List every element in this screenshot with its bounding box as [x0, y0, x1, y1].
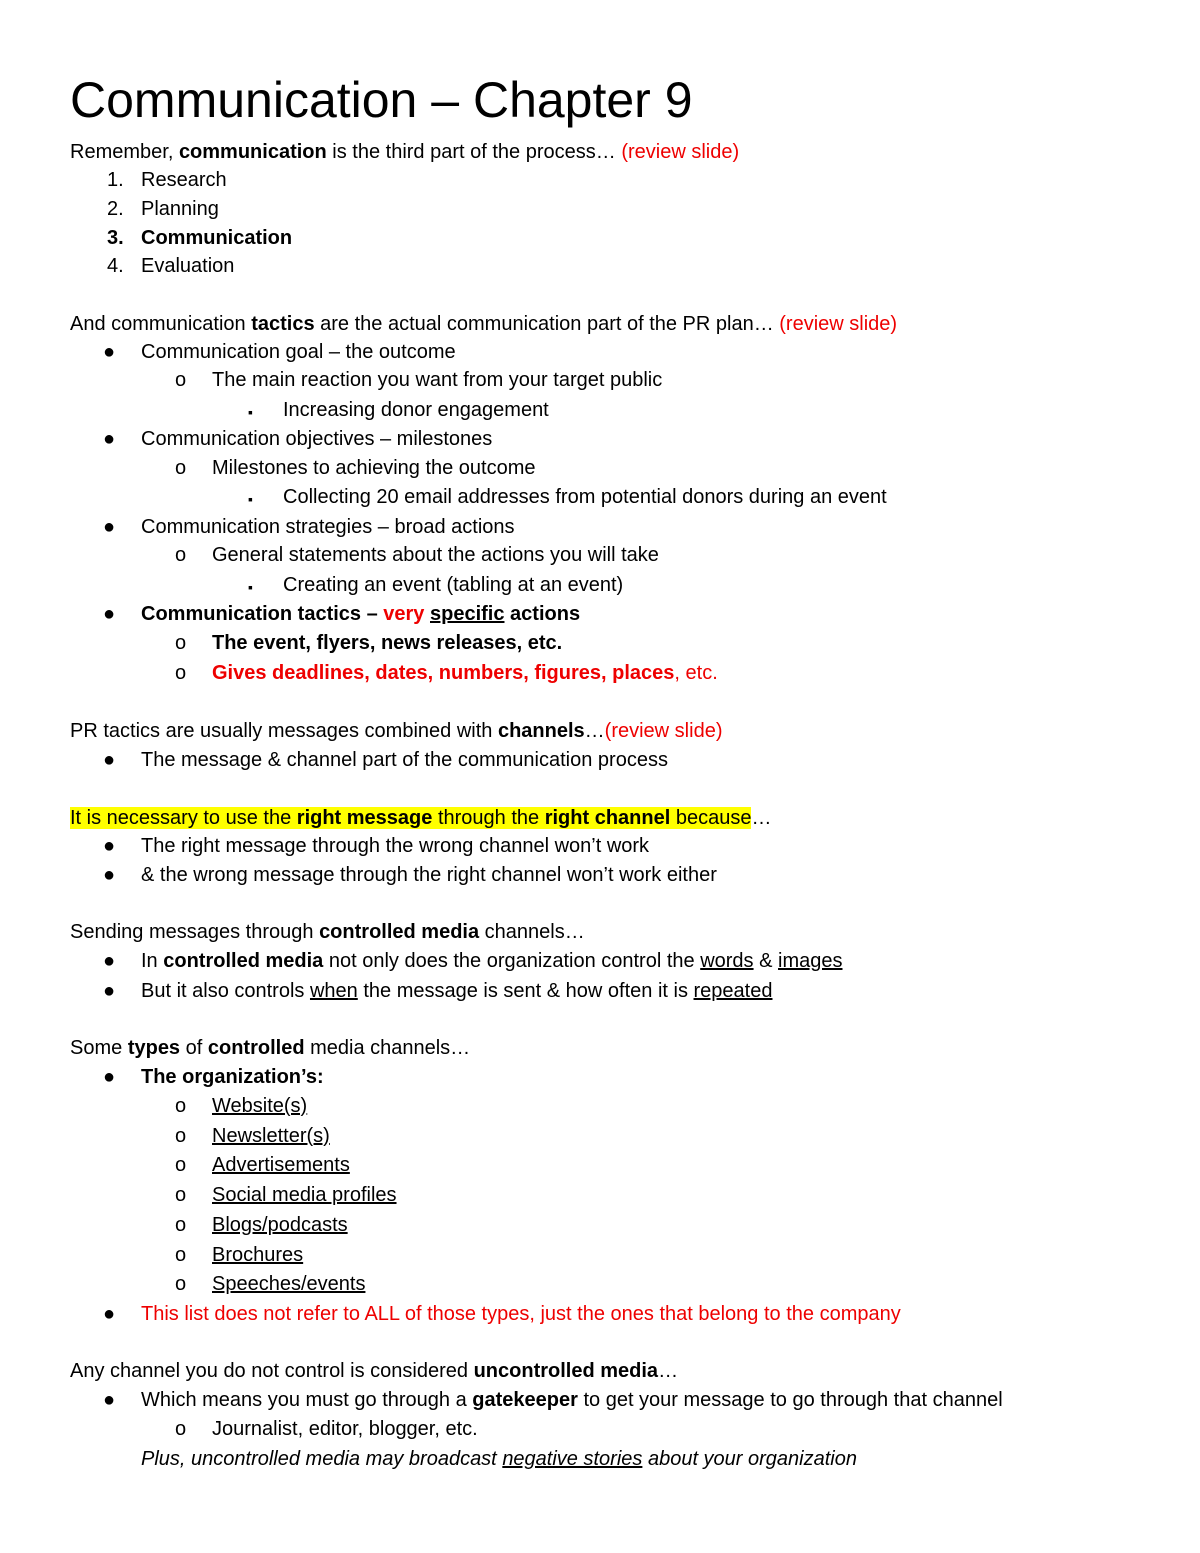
- necessary-bold: right channel: [544, 807, 671, 829]
- objectives-example: Collecting 20 email addresses from potential donors during an event: [283, 486, 887, 508]
- pr-tactics-ellipsis: …: [584, 720, 605, 742]
- controlled-underlined: images: [778, 950, 843, 972]
- uncontrolled-bullet-text: Which means you must go through a: [141, 1389, 473, 1411]
- italic-note-underlined: negative stories: [502, 1448, 643, 1470]
- list-item: [103, 947, 843, 975]
- list-item: [175, 454, 536, 482]
- list-item: [175, 1211, 348, 1239]
- pr-tactics-bold: channels: [497, 720, 585, 742]
- tactics-intro-bold: tactics: [251, 313, 315, 335]
- square-bullet-icon: ▪: [248, 491, 253, 507]
- list-number: 2.: [107, 198, 124, 220]
- uncontrolled-bullet-bold: gatekeeper: [472, 1389, 578, 1411]
- org-label: The organization’s:: [141, 1066, 324, 1088]
- necessary-text: through the: [432, 807, 545, 829]
- list-item: [103, 1063, 324, 1091]
- tactics-label: Communication tactics –: [141, 603, 384, 625]
- intro-line: [70, 138, 739, 166]
- intro-bold: communication: [178, 141, 327, 163]
- channel-type: Social media profiles: [212, 1184, 397, 1206]
- tactics-label-red: very: [383, 603, 430, 625]
- list-item: [175, 629, 563, 657]
- channel-type: Brochures: [212, 1244, 304, 1266]
- necessary-line: [70, 804, 771, 832]
- tactics-sub-red: Gives deadlines, dates, numbers, figures, places: [212, 662, 675, 684]
- list-item: [248, 571, 624, 599]
- controlled-underlined: repeated: [693, 980, 773, 1002]
- circle-bullet-icon: o: [175, 1154, 187, 1176]
- italic-note-text: about your organization: [642, 1448, 857, 1470]
- necessary-text: It is necessary to use the: [70, 807, 297, 829]
- bullet-icon: ●: [103, 603, 116, 625]
- bullet-icon: ●: [103, 1303, 116, 1325]
- pr-tactics-bullet: The message & channel part of the communication process: [141, 749, 668, 771]
- channel-type: Website(s): [212, 1095, 308, 1117]
- channel-type: Advertisements: [212, 1154, 350, 1176]
- intro-text-post: is the third part of the process…: [326, 141, 622, 163]
- uncontrolled-line: [70, 1357, 678, 1385]
- bullet-icon: ●: [103, 341, 116, 363]
- list-item: [103, 1386, 1003, 1414]
- tactics-intro-line: [70, 310, 897, 338]
- goal-sub: The main reaction you want from your target public: [212, 369, 663, 391]
- list-item: [175, 1181, 397, 1209]
- list-item: [103, 1300, 901, 1328]
- strategies-sub: General statements about the actions you will take: [212, 544, 659, 566]
- bullet-icon: ●: [103, 516, 116, 538]
- bullet-icon: ●: [103, 1066, 116, 1088]
- list-item: [175, 659, 718, 687]
- uncontrolled-sub: Journalist, editor, blogger, etc.: [212, 1418, 478, 1440]
- italic-note-text: Plus, uncontrolled media may broadcast: [141, 1448, 503, 1470]
- list-item: [175, 1415, 478, 1443]
- list-item: [175, 1270, 366, 1298]
- list-item: [175, 1122, 330, 1150]
- list-item: [175, 1151, 350, 1179]
- controlled-bold: controlled media: [319, 921, 480, 943]
- circle-bullet-icon: o: [175, 369, 187, 391]
- bullet-icon: ●: [103, 864, 116, 886]
- types-note: This list does not refer to ALL of those types, just the ones that belong to the company: [141, 1303, 901, 1325]
- review-slide-note: (review slide): [621, 141, 740, 163]
- types-line: [70, 1034, 470, 1062]
- tactics-sub: The event, flyers, news releases, etc.: [212, 632, 563, 654]
- necessary-ellipsis: …: [751, 807, 772, 829]
- process-step: [107, 195, 219, 223]
- list-item: [103, 861, 717, 889]
- pr-tactics-line: [70, 717, 722, 745]
- necessary-bullet: The right message through the wrong channel won’t work: [141, 835, 650, 857]
- circle-bullet-icon: o: [175, 632, 187, 654]
- process-step-label: Evaluation: [141, 255, 235, 277]
- channel-type: Blogs/podcasts: [212, 1214, 348, 1236]
- goal-example: Increasing donor engagement: [283, 399, 549, 421]
- list-item: [103, 600, 581, 628]
- process-step: [107, 166, 227, 194]
- intro-text: Remember,: [70, 141, 179, 163]
- list-item: [103, 977, 773, 1005]
- controlled-bullet-text: not only does the organization control the: [323, 950, 701, 972]
- circle-bullet-icon: o: [175, 1125, 187, 1147]
- bullet-icon: ●: [103, 980, 116, 1002]
- controlled-bullet-text: &: [753, 950, 779, 972]
- circle-bullet-icon: o: [175, 1214, 187, 1236]
- strategies-example: Creating an event (tabling at an event): [283, 574, 624, 596]
- types-bold: controlled: [207, 1037, 305, 1059]
- objectives-sub: Milestones to achieving the outcome: [212, 457, 536, 479]
- circle-bullet-icon: o: [175, 1244, 187, 1266]
- uncontrolled-bold: uncontrolled media: [473, 1360, 659, 1382]
- tactics-label-post: actions: [504, 603, 581, 625]
- bullet-icon: ●: [103, 950, 116, 972]
- circle-bullet-icon: o: [175, 544, 187, 566]
- channel-type: Speeches/events: [212, 1273, 366, 1295]
- circle-bullet-icon: o: [175, 1184, 187, 1206]
- circle-bullet-icon: o: [175, 1095, 187, 1117]
- process-step-label: Communication: [141, 227, 293, 249]
- list-item: [103, 425, 493, 453]
- square-bullet-icon: ▪: [248, 404, 253, 420]
- circle-bullet-icon: o: [175, 1273, 187, 1295]
- types-text: Some: [70, 1037, 128, 1059]
- controlled-bullet-text: the message is sent & how often it is: [357, 980, 694, 1002]
- bullet-icon: ●: [103, 835, 116, 857]
- page-title: Communication – Chapter 9: [70, 72, 693, 128]
- list-item: [103, 746, 668, 774]
- circle-bullet-icon: o: [175, 1418, 187, 1440]
- list-item: [175, 366, 663, 394]
- pr-tactics-text: PR tactics are usually messages combined with: [70, 720, 498, 742]
- controlled-bullet-text: In: [141, 950, 164, 972]
- review-slide-note: (review slide): [604, 720, 723, 742]
- necessary-text: because: [670, 807, 752, 829]
- bullet-icon: ●: [103, 749, 116, 771]
- list-number: 1.: [107, 169, 124, 191]
- necessary-bullet: & the wrong message through the right channel won’t work either: [141, 864, 717, 886]
- tactics-intro-text-post: are the actual communication part of the PR plan…: [314, 313, 780, 335]
- controlled-bullet-text: But it also controls: [141, 980, 310, 1002]
- controlled-line: [70, 918, 585, 946]
- list-item: [103, 338, 456, 366]
- circle-bullet-icon: o: [175, 457, 187, 479]
- list-item: [103, 832, 650, 860]
- process-step: [107, 224, 293, 252]
- controlled-text-post: channels…: [479, 921, 585, 943]
- tactics-sub-red-tail: , etc.: [674, 662, 718, 684]
- objectives-label: Communication objectives – milestones: [141, 428, 493, 450]
- uncontrolled-text: Any channel you do not control is considered: [70, 1360, 474, 1382]
- circle-bullet-icon: o: [175, 662, 187, 684]
- list-number: 4.: [107, 255, 124, 277]
- review-slide-note: (review slide): [779, 313, 898, 335]
- types-text: of: [180, 1037, 208, 1059]
- highlighted-text: [70, 807, 751, 829]
- strategies-label: Communication strategies – broad actions: [141, 516, 515, 538]
- bullet-icon: ●: [103, 1389, 116, 1411]
- types-bold: types: [127, 1037, 181, 1059]
- list-number: 3.: [107, 227, 124, 249]
- channel-type: Newsletter(s): [212, 1125, 330, 1147]
- italic-note: [141, 1445, 857, 1473]
- list-item: [175, 1092, 308, 1120]
- types-text-post: media channels…: [304, 1037, 471, 1059]
- goal-label: Communication goal – the outcome: [141, 341, 456, 363]
- uncontrolled-ellipsis: …: [658, 1360, 679, 1382]
- controlled-underlined: when: [309, 980, 358, 1002]
- controlled-bullet-bold: controlled media: [163, 950, 324, 972]
- list-item: [248, 483, 887, 511]
- process-step-label: Research: [141, 169, 227, 191]
- list-item: [175, 541, 659, 569]
- tactics-label-underlined: specific: [430, 603, 505, 625]
- process-step: [107, 252, 235, 280]
- tactics-intro-text: And communication: [70, 313, 252, 335]
- uncontrolled-bullet-text: to get your message to go through that channel: [577, 1389, 1003, 1411]
- process-step-label: Planning: [141, 198, 219, 220]
- controlled-underlined: words: [700, 950, 754, 972]
- list-item: [103, 513, 515, 541]
- controlled-text: Sending messages through: [70, 921, 320, 943]
- square-bullet-icon: ▪: [248, 579, 253, 595]
- list-item: [248, 396, 549, 424]
- list-item: [175, 1241, 304, 1269]
- necessary-bold: right message: [296, 807, 433, 829]
- bullet-icon: ●: [103, 428, 116, 450]
